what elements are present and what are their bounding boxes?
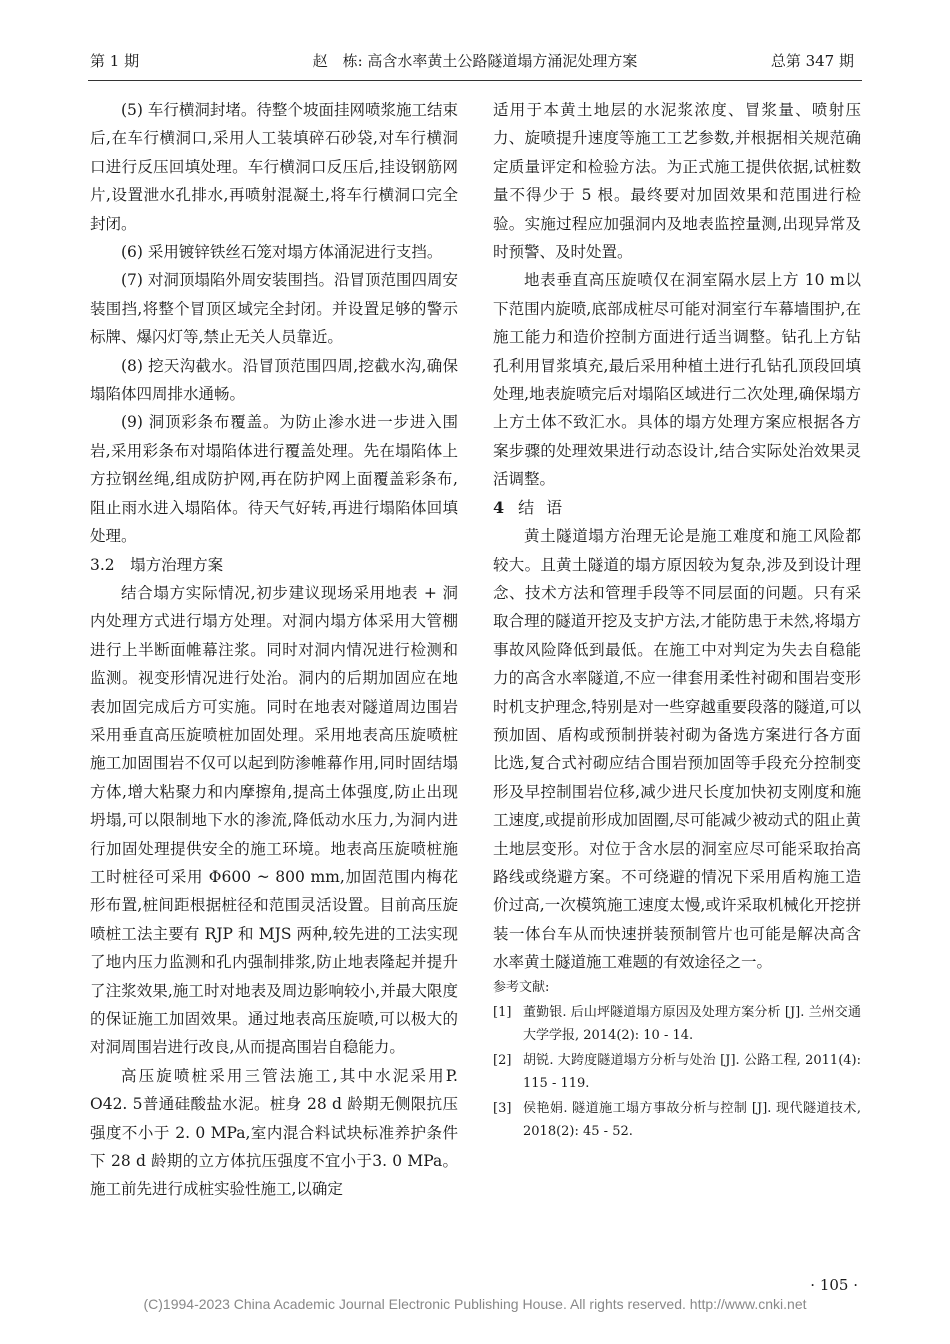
copyright-footer: (C)1994-2023 China Academic Journal Electronic Publishing House. All rights reserved. http://www.cnki.net xyxy=(143,1296,807,1312)
reference-number: [1] xyxy=(493,1004,512,1020)
reference-text: 侯艳娟. 隧道施工塌方事故分析与控制 [J]. 现代隧道技术, 2018(2): 45 - 52. xyxy=(523,1100,861,1139)
treatment-paragraph: 结合塌方实际情况,初步建议现场采用地表 + 洞内处理方式进行塌方处理。对洞内塌方体采用大管棚进行上半断面帷幕注浆。同时对洞内情况进行检测和监测。视变形情况进行处治。洞内的后期加固应在地表加固完成后方可实施。同时在地表对隧道周边围岩采用垂直高压旋喷桩加固处理。采用地表高压旋喷桩施工加固围岩不仅可以起到防渗帷幕作用,同时固结塌方体,增大粘聚力和内摩擦角,提高土体强度,防止出现坍塌,可以限制地下水的渗流,降低动水压力,为洞内进行加固处理提供安全的施工环境。地表高压旋喷桩施工时桩径可采用 Φ600 ~ 800 mm,加固范围内梅花形布置,桩间距根据桩径和范围灵活设置。目前高压旋喷桩工法主要有 RJP 和 MJS 两种,较先进的工法实现了地内压力监测和孔内强制排浆,防止地表隆起并提升了注浆效果,施工时对地表及周边影响较小,并最大限度的保证施工加固效果。通过地表高压旋喷,可以极大的对洞周围岩进行改良,从而提高围岩自稳能力。 xyxy=(90,583,458,1057)
item-8: (8) 挖天沟截水。沿冒顶范围四周,挖截水沟,确保塌陷体四周排水通畅。 xyxy=(90,356,458,404)
section-4-label: 结语 xyxy=(518,497,575,517)
section-4-number: 4 xyxy=(493,497,505,517)
running-title: 赵 栋: 高含水率黄土公路隧道塌方涌泥处理方案 xyxy=(312,52,638,70)
reference-item xyxy=(493,1001,861,1047)
reference-item xyxy=(493,1097,861,1143)
item-5: (5) 车行横洞封堵。待整个坡面挂网喷浆施工结束后,在车行横洞口,采用人工装填碎石砂袋,对车行横洞口进行反压回填处理。车行横洞口反压后,挂设钢筋网片,设置泄水孔排水,再喷射混凝土,将车行横洞口完全封闭。 xyxy=(90,101,458,233)
item-7: (7) 对洞顶塌陷外周安装围挡。沿冒顶范围四周安装围挡,将整个冒顶区域完全封闭。并设置足够的警示标牌、爆闪灯等,禁止无关人员靠近。 xyxy=(90,271,458,347)
item-6: (6) 采用镀锌铁丝石笼对塌方体涌泥进行支挡。 xyxy=(121,243,443,262)
issue-number: 第 1 期 xyxy=(90,52,140,70)
page-header xyxy=(0,0,950,80)
section-4-heading xyxy=(493,494,861,522)
left-column xyxy=(90,96,458,1204)
reference-item xyxy=(493,1049,861,1095)
page-number: · 105 · xyxy=(810,1276,858,1294)
reference-number: [2] xyxy=(493,1052,512,1068)
right-column xyxy=(493,96,861,1145)
header-rule xyxy=(88,80,862,81)
conclusion-paragraph: 黄土隧道塌方治理无论是施工难度和施工风险都较大。且黄土隧道的塌方原因较为复杂,涉及到设计理念、技术方法和管理手段等不同层面的问题。只有采取合理的隧道开挖及支护方法,才能防患于未然,将塌方事故风险降低到最低。在施工中对判定为失去自稳能力的高含水率隧道,不应一律套用柔性衬砌和围岩变形时机支护理念,特别是对一些穿越重要段落的隧道,可以预加固、盾构或预制拼装衬砌为备选方案进行各方面比选,复合式衬砌应结合围岩预加固等手段充分控制变形及早控制围岩位移,减少进尺长度加快初支刚度和施工速度,或提前形成加固圈,尽可能减少被动式的阻止黄土地层变形。对位于含水层的洞室应尽可能采取抬高路线或绕避方案。不可绕避的情况下采用盾构施工造价过高,一次模筑施工速度太慢,或许采取机械化开挖拼装一体台车从而快速拼装预制管片也可能是解决高含水率黄土隧道施工难题的有效途径之一。 xyxy=(493,527,861,972)
references-title: 参考文献: xyxy=(493,979,550,995)
total-issue: 总第 347 期 xyxy=(770,52,854,70)
jet-grouting-paragraph: 高压旋喷桩采用三管法施工,其中水泥采用P. O42. 5普通硅酸盐水泥。桩身 28 d 龄期无侧限抗压强度不小于 2. 0 MPa,室内混合料试块标准养护条件下 28 d 龄期的立方体抗压强度不宜小于3. 0 MPa。施工前先进行成桩实验性施工,以确定 xyxy=(90,1066,458,1199)
continued-paragraph: 适用于本黄土地层的水泥浆浓度、冒浆量、喷射压力、旋喷提升速度等施工工艺参数,并根据相关规范确定质量评定和检验方法。为正式施工提供依据,试桩数量不得少于 5 根。最终要对加固效果和范围进行检验。实施过程应加强洞内及地表监控量测,出现异常及时预警、及时处置。 xyxy=(493,101,861,262)
item-9: (9) 洞顶彩条布覆盖。为防止渗水进一步进入围岩,采用彩条布对塌陷体进行覆盖处理。先在塌陷体上方拉钢丝绳,组成防护网,再在防护网上面覆盖彩条布,阻止雨水进入塌陷体。待天气好转,再进行塌陷体回填处理。 xyxy=(90,413,458,546)
reference-text: 胡锐. 大跨度隧道塌方分析与处治 [J]. 公路工程, 2011(4): 115 - 119. xyxy=(523,1052,861,1091)
reference-text: 董勤银. 后山坪隧道塌方原因及处理方案分析 [J]. 兰州交通大学学报, 2014(2): 10 - 14. xyxy=(523,1004,861,1043)
reference-number: [3] xyxy=(493,1100,512,1116)
section-3-2-heading: 3.2 塌方治理方案 xyxy=(90,555,224,574)
surface-grouting-paragraph: 地表垂直高压旋喷仅在洞室隔水层上方 10 m以下范围内旋喷,底部成桩尽可能对洞室行车幕墙围护,在施工能力和造价控制方面进行适当调整。钻孔上方钻孔利用冒浆填充,最后采用种植土进行孔钻孔顶段回填处理,地表旋喷完后对塌陷区域进行二次处理,确保塌方上方土体不致汇水。具体的塌方处理方案应根据各方案步骤的处理效果进行动态设计,结合实际处治效果灵活调整。 xyxy=(493,271,861,489)
